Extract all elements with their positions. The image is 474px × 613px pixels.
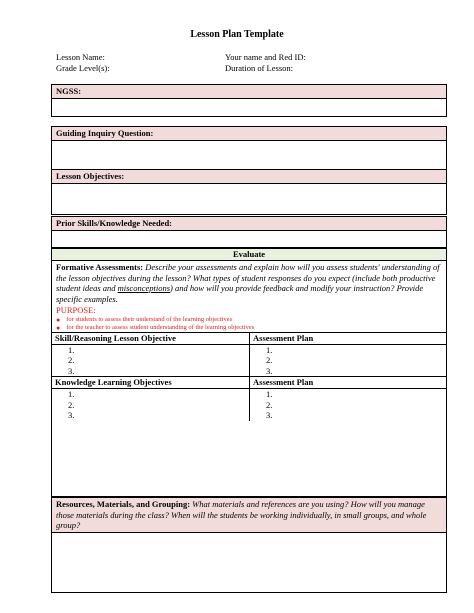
list-item[interactable]: 2.: [266, 399, 273, 410]
purpose-bullet-text: for the teacher to assess student understanding of the learning objectives: [66, 323, 255, 331]
meta-right: [225, 52, 306, 74]
formative-text-2: ) and how will you provide feedback and modify your instruction? Provide specific examples.: [56, 283, 424, 304]
formative-label: Formative Assessments:: [56, 262, 144, 272]
list-item[interactable]: 3.: [266, 365, 273, 376]
evaluate-header: Evaluate: [52, 249, 446, 261]
ngss-header: NGSS:: [52, 85, 446, 99]
guiding-question-section[interactable]: [51, 126, 447, 170]
resources-label: Resources, Materials, and Grouping:: [56, 499, 191, 509]
formative-underlined: misconceptions: [117, 283, 171, 293]
formative-text-1: Describe your assessments and explain how will you assess students' understanding of the lesson objectives during the lesson? What types of student responses do you expect (include both productive student ideas and: [56, 262, 440, 293]
list-item[interactable]: 2.: [266, 355, 273, 365]
list-item[interactable]: 1.: [68, 389, 75, 399]
list-item[interactable]: 2.: [68, 399, 75, 410]
purpose-bullet: [52, 324, 446, 332]
plan-header: Assessment Plan: [250, 333, 446, 345]
purpose-label: PURPOSE:: [56, 305, 96, 315]
purpose-bullet: [52, 316, 446, 324]
list-item[interactable]: 3.: [68, 365, 75, 376]
ngss-section[interactable]: [51, 84, 447, 117]
your-name-label: Your name and Red ID:: [225, 52, 306, 62]
list-item[interactable]: 1.: [266, 389, 273, 399]
duration-label: Duration of Lesson:: [225, 63, 293, 73]
skill-assessment-table: [52, 332, 446, 377]
meta-left: [56, 52, 110, 74]
formative-assessments-text: [52, 261, 446, 305]
skill-column: [52, 333, 249, 377]
bullet-icon: ●: [56, 323, 61, 332]
knowledge-column: [52, 377, 249, 421]
resources-section[interactable]: [51, 497, 447, 593]
list-item[interactable]: 2.: [68, 355, 75, 365]
knowledge-header: Knowledge Learning Objectives: [52, 377, 249, 389]
objectives-header: Lesson Objectives:: [52, 170, 446, 184]
list-item[interactable]: 1.: [68, 344, 75, 355]
evaluate-section: [51, 248, 447, 497]
resources-text: What materials and references are you using? How will you manage those materials during the class? When will the students be working individually, in small groups, and whole group?: [56, 499, 427, 530]
skill-header: Skill/Reasoning Lesson Objective: [52, 333, 249, 345]
list-item[interactable]: 3.: [266, 410, 273, 420]
knowledge-assessment-table: [52, 376, 446, 421]
lesson-name-label: Lesson Name:: [56, 52, 105, 62]
guiding-question-header: Guiding Inquiry Question:: [52, 127, 446, 141]
objectives-section[interactable]: [51, 169, 447, 215]
grade-level-label: Grade Level(s):: [56, 63, 110, 73]
plan-column-2: [249, 377, 446, 421]
resources-header: [52, 498, 446, 533]
prior-skills-section[interactable]: [51, 216, 447, 248]
bullet-icon: ●: [56, 315, 61, 324]
list-item[interactable]: 1.: [266, 344, 273, 355]
prior-skills-header: Prior Skills/Knowledge Needed:: [52, 217, 446, 231]
page-title: Lesson Plan Template: [190, 29, 284, 40]
list-item[interactable]: 3.: [68, 410, 75, 420]
plan-column: [249, 333, 446, 377]
purpose-bullet-text: for students to assess their understand of the learning objectives: [66, 315, 233, 323]
plan-header-2: Assessment Plan: [250, 377, 446, 389]
